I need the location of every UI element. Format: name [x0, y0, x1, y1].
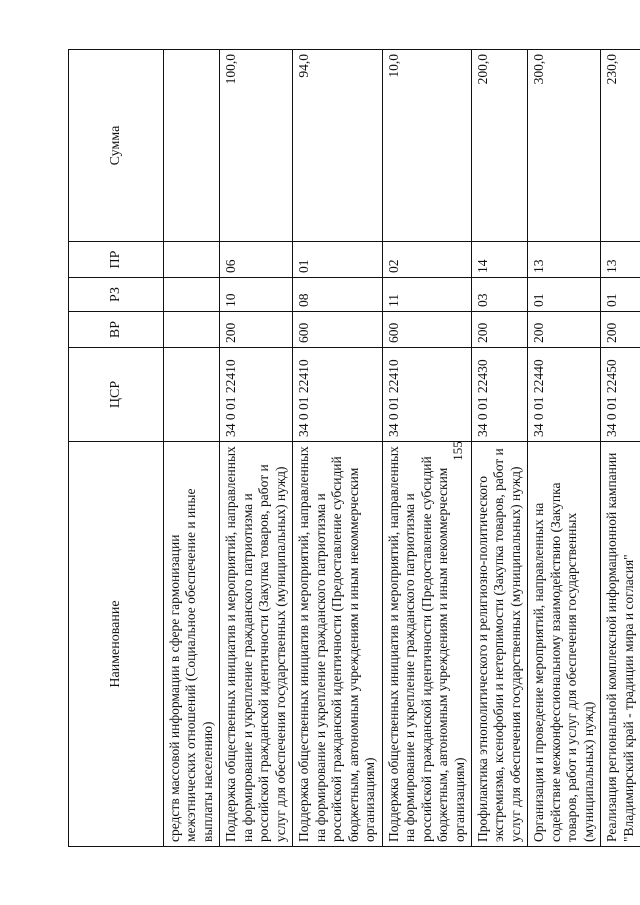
cell-csr: 34 0 01 22410	[382, 348, 471, 442]
cell-name: Поддержка общественных инициатив и мероприятий, направленных на формирование и укрепление гражданского патриотизма и российской гражданской идентичности (Предоставление субсидий бюджетным, автономным учреждениям и иным некоммерческим организациям)	[382, 442, 471, 847]
header-csr: ЦСР	[69, 348, 164, 442]
table-row	[528, 50, 601, 847]
cell-vr: 200	[220, 312, 293, 348]
table-row	[220, 50, 293, 847]
cell-name: Профилактика этнополитического и религиозно-политического экстремизма, ксенофобии и нетерпимости (Закупка товаров, работ и услуг для обеспечения государственных (муниципальных) нужд)	[471, 442, 527, 847]
cell-sum: 230,0	[601, 50, 640, 242]
cell-vr: 200	[528, 312, 601, 348]
cell-rz: 03	[471, 278, 527, 312]
cell-rz: 01	[601, 278, 640, 312]
cell-sum	[164, 50, 220, 242]
cell-sum: 10,0	[382, 50, 471, 242]
budget-table	[68, 49, 640, 847]
table-row	[471, 50, 527, 847]
page-number: 155	[450, 441, 465, 461]
header-vr: ВР	[69, 312, 164, 348]
cell-rz: 08	[293, 278, 382, 312]
cell-name: средств массовой информации в сфере гармонизации межэтнических отношений (Социальное обеспечение и иные выплаты населению)	[164, 442, 220, 847]
table-row	[601, 50, 640, 847]
cell-vr: 600	[382, 312, 471, 348]
table-row	[382, 50, 471, 847]
cell-sum: 300,0	[528, 50, 601, 242]
cell-sum: 100,0	[220, 50, 293, 242]
cell-csr: 34 0 01 22450	[601, 348, 640, 442]
cell-pr	[164, 242, 220, 278]
cell-sum: 200,0	[471, 50, 527, 242]
cell-pr: 06	[220, 242, 293, 278]
cell-rz	[164, 278, 220, 312]
cell-vr: 600	[293, 312, 382, 348]
cell-name: Поддержка общественных инициатив и мероприятий, направленных на формирование и укрепление гражданского патриотизма и российской гражданской идентичности (Предоставление субсидий бюджетным, автономным учреждениям и иным некоммерческим организациям)	[293, 442, 382, 847]
cell-pr: 02	[382, 242, 471, 278]
cell-csr: 34 0 01 22430	[471, 348, 527, 442]
cell-csr: 34 0 01 22410	[220, 348, 293, 442]
table-header-row	[69, 50, 164, 847]
cell-csr	[164, 348, 220, 442]
header-sum: Сумма	[69, 50, 164, 242]
header-pr: ПР	[69, 242, 164, 278]
cell-name: Поддержка общественных инициатив и мероприятий, направленных на формирование и укрепление гражданского патриотизма и российской гражданской идентичности (Закупка товаров, работ и услуг для обеспечения государственных (муниципальных) нужд)	[220, 442, 293, 847]
cell-name: Реализация региональной комплексной информационной кампании "Владимирский край - традиции мира и согласия"	[601, 442, 640, 847]
cell-vr: 200	[471, 312, 527, 348]
cell-sum: 94,0	[293, 50, 382, 242]
cell-csr: 34 0 01 22440	[528, 348, 601, 442]
cell-pr: 13	[601, 242, 640, 278]
header-rz: РЗ	[69, 278, 164, 312]
header-name: Наименование	[69, 442, 164, 847]
cell-pr: 01	[293, 242, 382, 278]
table-row	[164, 50, 220, 847]
cell-rz: 10	[220, 278, 293, 312]
cell-vr: 200	[601, 312, 640, 348]
cell-pr: 14	[471, 242, 527, 278]
cell-name: Организация и проведение мероприятий, направленных на содействие межконфессиональному взаимодействию (Закупка товаров, работ и услуг для обеспечения государственных (муниципальных) нужд)	[528, 442, 601, 847]
cell-rz: 01	[528, 278, 601, 312]
cell-vr	[164, 312, 220, 348]
table-row	[293, 50, 382, 847]
cell-rz: 11	[382, 278, 471, 312]
cell-csr: 34 0 01 22410	[293, 348, 382, 442]
cell-pr: 13	[528, 242, 601, 278]
